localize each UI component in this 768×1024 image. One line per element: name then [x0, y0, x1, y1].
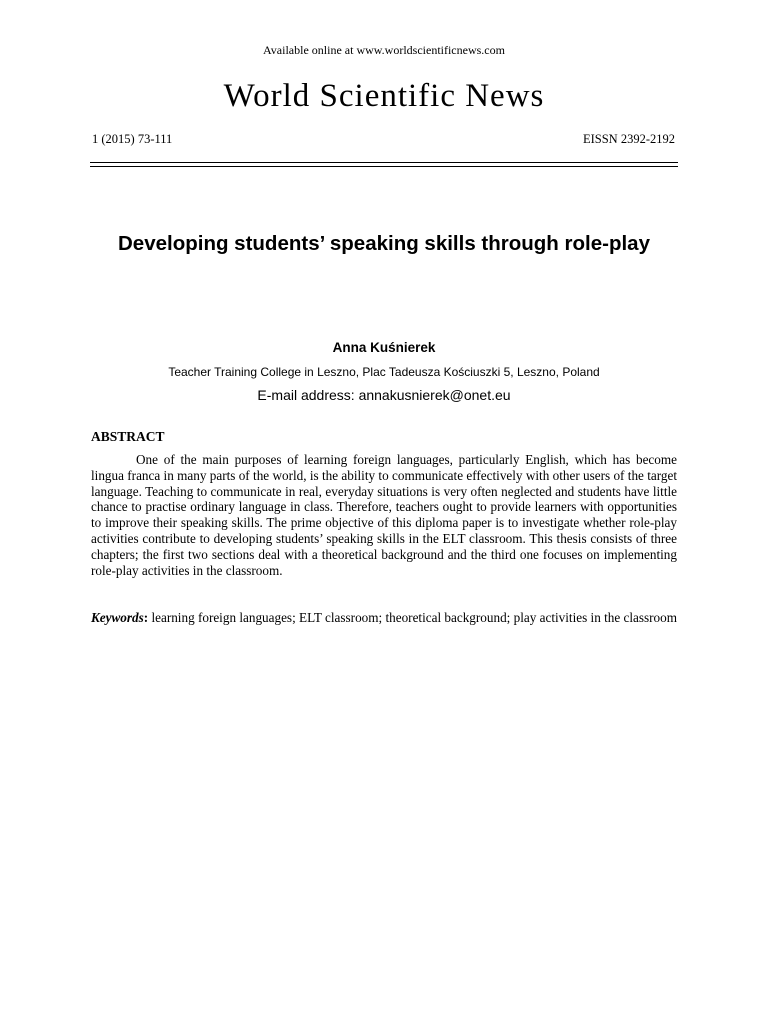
journal-title: World Scientific News — [223, 78, 545, 114]
eissn-info: EISSN 2392-2192 — [582, 132, 675, 146]
author-affiliation: Teacher Training College in Leszno, Plac Tadeusza Kościuszki 5, Leszno, Poland — [168, 365, 600, 379]
header-rule-bottom — [90, 166, 678, 167]
abstract-heading: ABSTRACT — [91, 429, 165, 444]
header-rule-top — [90, 162, 678, 163]
author-name: Anna Kuśnierek — [332, 340, 436, 355]
author-email: E-mail address: annakusnierek@onet.eu — [257, 387, 511, 403]
keywords-label: Keywords — [91, 610, 144, 625]
keywords-line — [91, 610, 677, 626]
available-online-line: Available online at www.worldscientificnews.com — [263, 43, 505, 57]
article-title: Developing students’ speaking skills through role-play — [118, 232, 650, 255]
abstract-text: One of the main purposes of learning foreign languages, particularly English, which has become lingua franca in many parts of the world, is the ability to communicate effectively with other users of the target language. Teaching to communicate in real, everyday situations is very often neglected and students have little chance to practise ordinary language in class. Therefore, teachers ought to provide learners with opportunities to improve their speaking skills. The prime objective of this diploma paper is to investigate whether role-play activities contribute to developing students’ speaking skills in the ELT classroom. This thesis consists of three chapters; the first two sections deal with a theoretical background and the third one focuses on implementing role-play activities in the classroom. — [91, 452, 677, 578]
issue-info: 1 (2015) 73-111 — [92, 132, 173, 146]
keywords-separator: : — [143, 610, 149, 625]
keywords-text: learning foreign languages; ELT classroom; theoretical background; play activities in the classroom — [148, 610, 677, 625]
